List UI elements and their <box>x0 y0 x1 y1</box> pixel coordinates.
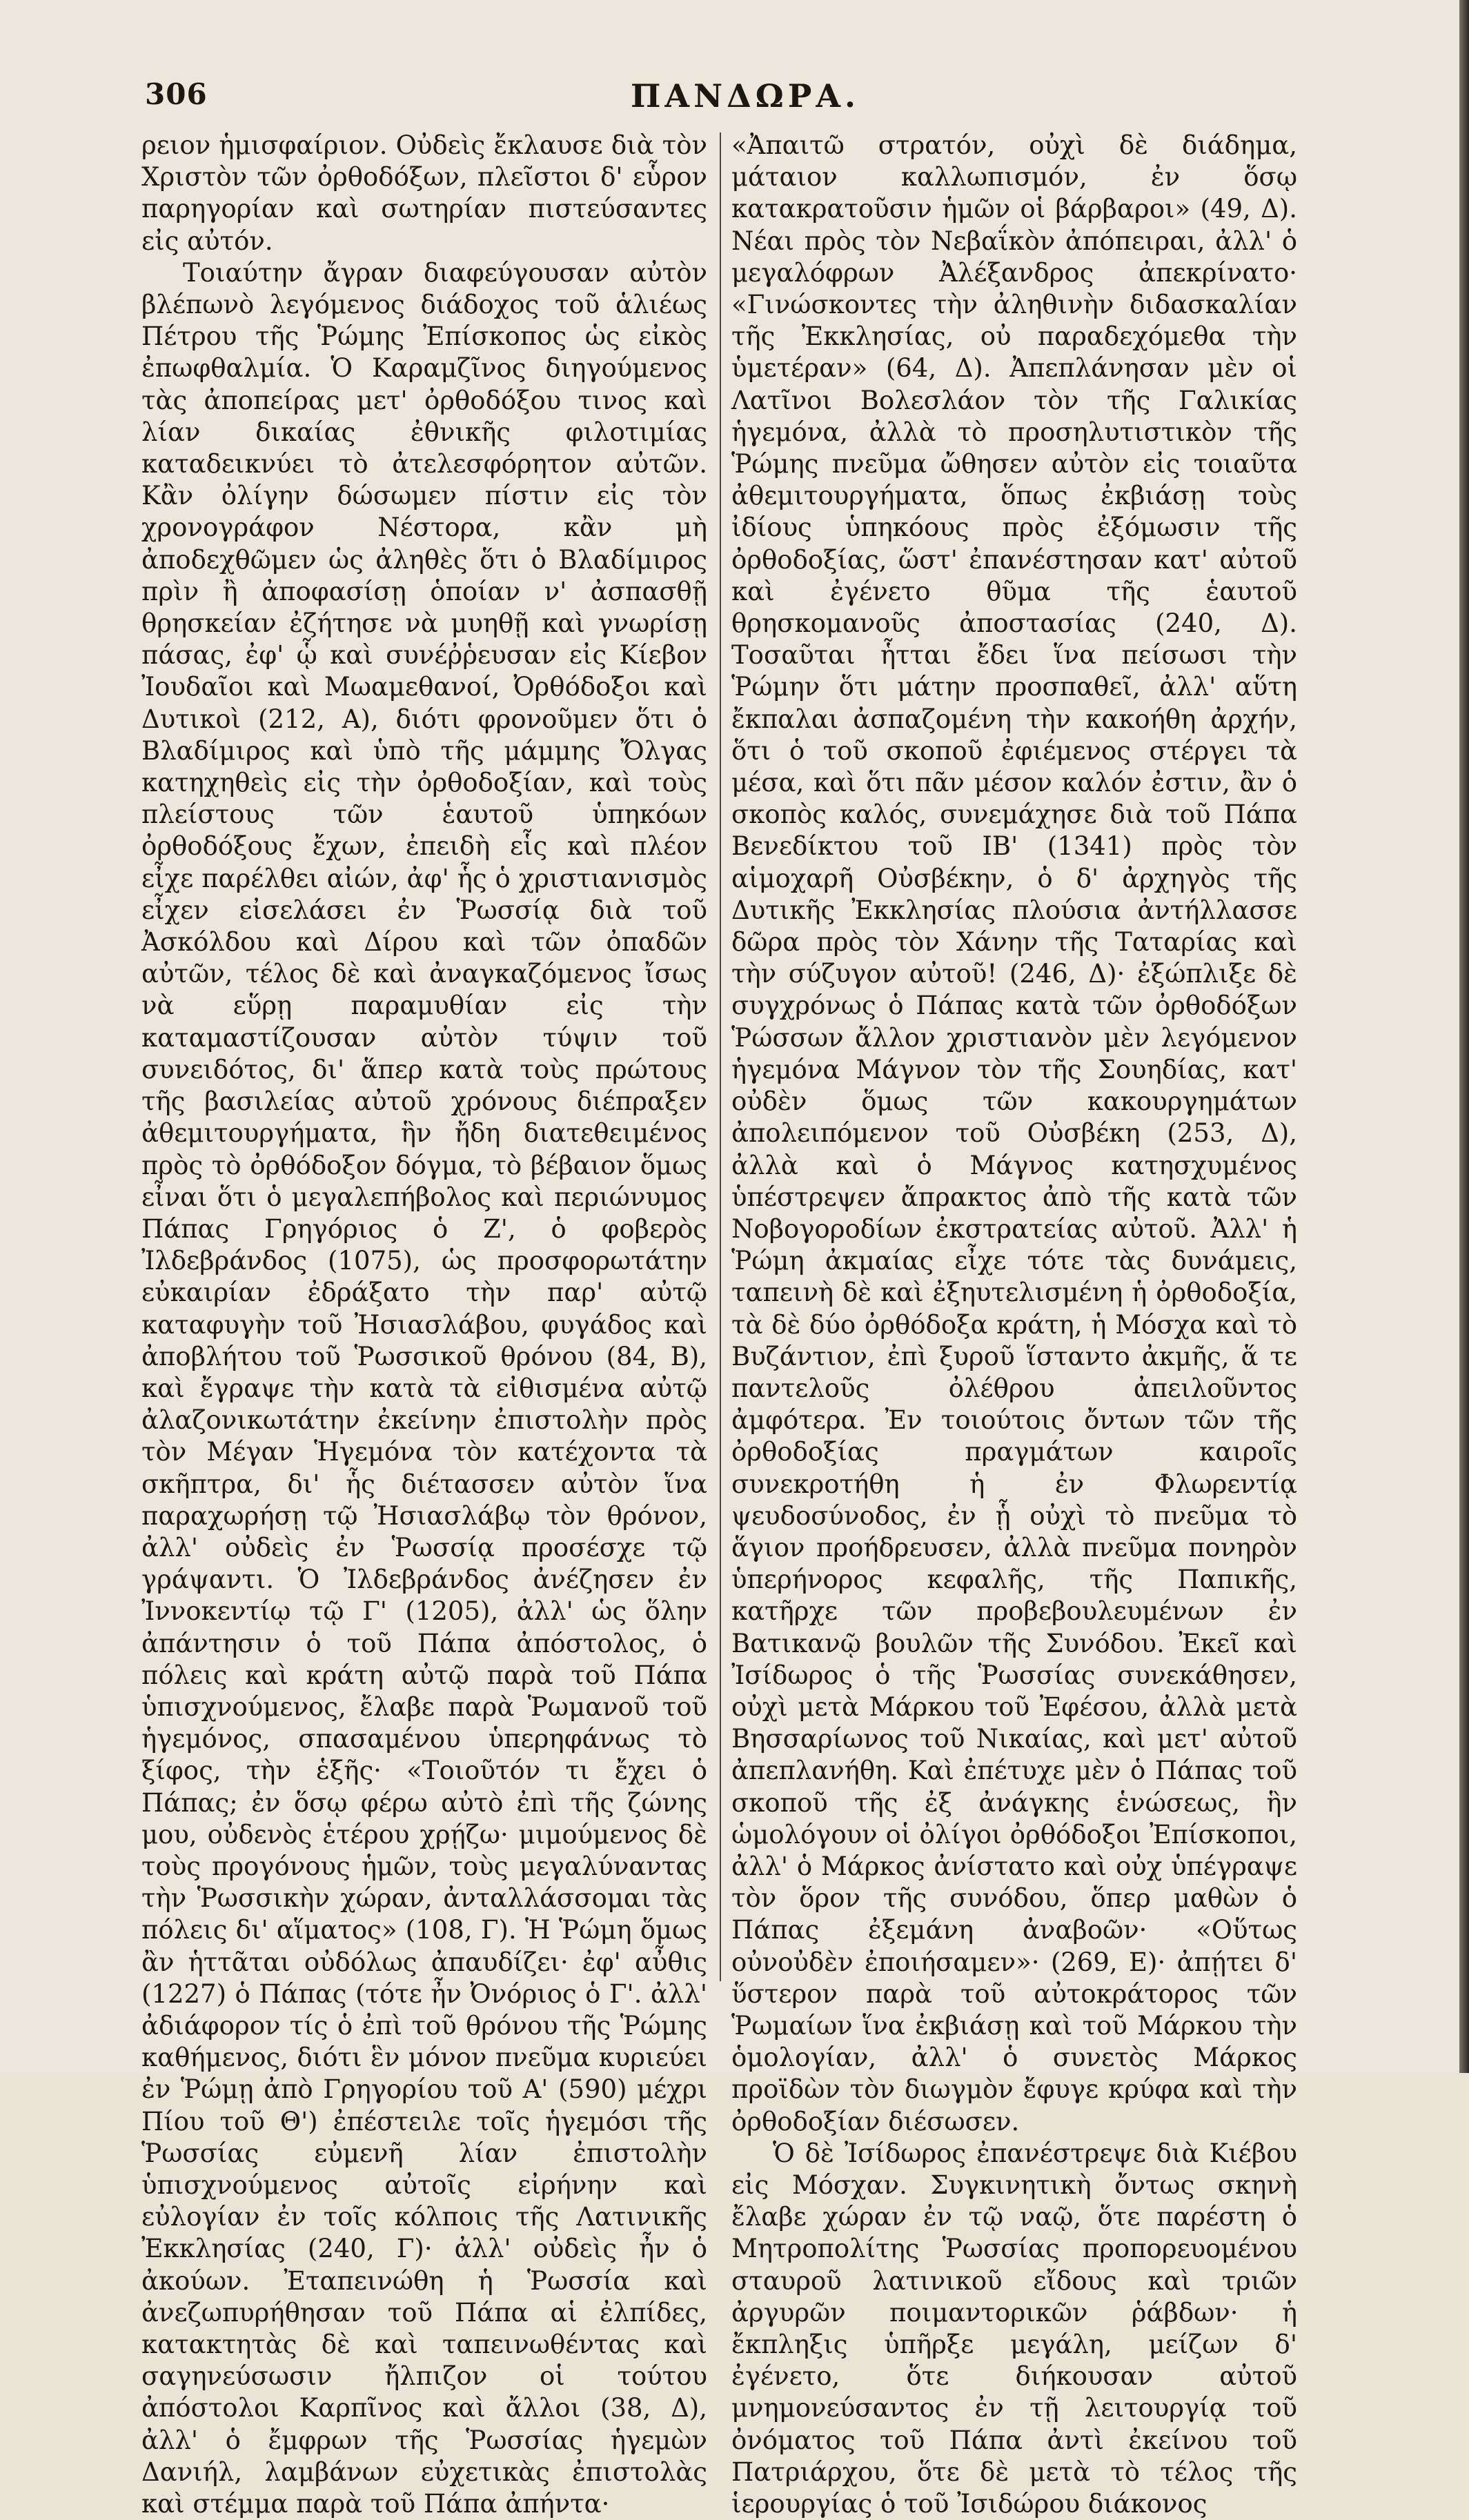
page-number: 306 <box>145 77 208 111</box>
right-column <box>731 130 1297 2520</box>
paragraph: «Ἀπαιτῶ στρατόν, οὐχὶ δὲ διάδημα, μάταιον καλλωπισμόν, ἐν ὅσῳ κατακρατοῦσιν ἡμῶν οἱ βάρβαροι» (49, Δ). Νέαι πρὸς τὸν Νεβαΐκὸν ἀπόπειραι, ἀλλ' ὁ μεγαλόφρων Ἀλέξανδρος ἀπεκρίνατο· «Γινώσκοντες τὴν ἀληθινὴν διδασκαλίαν τῆς Ἐκκλησίας, οὐ παραδεχόμεθα τὴν ὑμετέραν» (64, Δ). Ἀπεπλάνησαν μὲν οἱ Λατῖνοι Βολεσλάον τὸν τῆς Γαλικίας ἡγεμόνα, ἀλλὰ τὸ προσηλυτιστικὸν τῆς Ῥώμης πνεῦμα ὤθησεν αὐτὸν εἰς τοιαῦτα ἀθεμιτουργήματα, ὅπως ἐκβιάσῃ τοὺς ἰδίους ὑπηκόους πρὸς ἐξόμωσιν τῆς ὀρθοδοξίας, ὥστ' ἐπανέστησαν κατ' αὐτοῦ καὶ ἐγένετο θῦμα τῆς ἑαυτοῦ θρησκομανοῦς ἀποστασίας (240, Δ). Τοσαῦται ἧτται ἔδει ἵνα πείσωσι τὴν Ῥώμην ὅτι μάτην προσπαθεῖ, ἀλλ' αὕτη ἔκπαλαι ἀσπαζομένη τὴν κακοήθη ἀρχήν, ὅτι ὁ τοῦ σκοποῦ ἐφιέμενος στέργει τὰ μέσα, καὶ ὅτι πᾶν μέσον καλόν ἐστιν, ἂν ὁ σκοπὸς καλός, συνεμάχησε διὰ τοῦ Πάπα Βενεδίκτου τοῦ ΙΒ' (1341) πρὸς τὸν αἱμοχαρῆ Οὐσβέκην, ὁ δ' ἀρχηγὸς τῆς Δυτικῆς Ἐκκλησίας πλούσια ἀντήλλασσε δῶρα πρὸς τὸν Χάνην τῆς Ταταρίας καὶ τὴν σύζυγον αὐτοῦ! (246, Δ)· ἐξώπλιξε δὲ συγχρόνως ὁ Πάπας κατὰ τῶν ὀρθοδόξων Ῥώσσων ἄλλον χριστιανὸν μὲν λεγόμενον ἡγεμόνα Μάγνον τὸν τῆς Σουηδίας, κατ' οὐδὲν ὅμως τῶν κακουργημάτων ἀπολειπόμενον τοῦ Οὐσβέκη (253, Δ), ἀλλὰ καὶ ὁ Μάγνος κατησχυμένος ὑπέστρεψεν ἄπρακτος ἀπὸ τῆς κατὰ τῶν Νοβογοροδίων ἐκστρατείας αὐτοῦ. Ἀλλ' ἡ Ῥώμη ἀκμαίας εἶχε τότε τὰς δυνάμεις, ταπεινὴ δὲ καὶ ἐξηυτελισμένη ἡ ὀρθοδοξία, τὰ δὲ δύο ὀρθόδοξα κράτη, ἡ Μόσχα καὶ τὸ Βυζάντιον, ἐπὶ ξυροῦ ἵσταντο ἀκμῆς, ἅ τε παντελοῦς ὀλέθρου ἀπειλοῦντος ἀμφότερα. Ἐν τοιούτοις ὄντων τῶν τῆς ὀρθοδοξίας πραγμάτων καιροῖς συνεκροτήθη ἡ ἐν Φλωρεντίᾳ ψευδοσύνοδος, ἐν ᾗ οὐχὶ τὸ πνεῦμα τὸ ἅγιον προήδρευσεν, ἀλλὰ πνεῦμα πονηρὸν ὑπερήνορος κεφαλῆς, τῆς Παπικῆς, κατῆρχε τῶν προβεβουλευμένων ἐν Βατικανῷ βουλῶν τῆς Συνόδου. Ἐκεῖ καὶ Ἰσίδωρος ὁ τῆς Ῥωσσίας συνεκάθησεν, οὐχὶ μετὰ Μάρκου τοῦ Ἐφέσου, ἀλλὰ μετὰ Βησσαρίωνος τοῦ Νικαίας, καὶ μετ' αὐτοῦ ἀπεπλανήθη. Καὶ ἐπέτυχε μὲν ὁ Πάπας τοῦ σκοποῦ τῆς ἐξ ἀνάγκης ἑνώσεως, ἣν ὡμολόγουν οἱ ὀλίγοι ὀρθόδοξοι Ἐπίσκοποι, ἀλλ' ὁ Μάρκος ἀνίστατο καὶ οὐχ ὑπέγραψε τὸν ὅρον τῆς συνόδου, ὅπερ μαθὼν ὁ Πάπας ἐξεμάνη ἀναβοῶν· «Οὕτως οὐνοὐδὲν ἐποιήσαμεν»· (269, Ε)· ἀπῄτει δ' ὕστερον παρὰ τοῦ αὐτοκράτορος τῶν Ῥωμαίων ἵνα ἐκβιάσῃ καὶ τοῦ Μάρκου τὴν ὁμολογίαν, ἀλλ' ὁ συνετὸς Μάρκος προϊδὼν τὸν διωγμὸν ἔφυγε κρύφα καὶ τὴν ὀρθοδοξίαν διέσωσεν. <box>731 130 1297 2136</box>
left-column <box>141 130 707 2520</box>
book-binding-edge <box>1459 0 1469 2073</box>
column-divider <box>720 132 721 1981</box>
paragraph: ρειον ἡμισφαίριον. Οὐδεὶς ἔκλαυσε διὰ τὸν Χριστὸν τῶν ὀρθοδόξων, πλεῖστοι δ' εὗρον παρηγορίαν καὶ σωτηρίαν πιστεύσαντες εἰς αὐτόν. <box>141 130 707 256</box>
running-title: ΠΑΝΔΩΡΑ. <box>630 77 860 115</box>
paragraph: Τοιαύτην ἄγραν διαφεύγουσαν αὐτὸν βλέπωνὸ λεγόμενος διάδοχος τοῦ ἁλιέως Πέτρου τῆς Ῥώμης Ἐπίσκοπος ὡς εἰκὸς ἐπωφθαλμία. Ὁ Καραμζῖνος διηγούμενος τὰς ἀποπείρας μετ' ὀρθοδόξου τινος καὶ λίαν δικαίας ἐθνικῆς φιλοτιμίας καταδεικνύει τὸ ἀτελεσφόρητον αὐτῶν. Κἂν ὀλίγην δώσωμεν πίστιν εἰς τὸν χρονογράφον Νέστορα, κἂν μὴ ἀποδεχθῶμεν ὡς ἀληθὲς ὅτι ὁ Βλαδίμιρος πρὶν ἢ ἀποφασίσῃ ὁποίαν ν' ἀσπασθῇ θρησκείαν ἐζήτησε νὰ μυηθῇ καὶ γνωρίσῃ πάσας, ἐφ' ᾧ καὶ συνέῤῥευσαν εἰς Κίεβον Ἰουδαῖοι καὶ Μωαμεθανοί, Ὀρθόδοξοι καὶ Δυτικοὶ (212, Α), διότι φρονοῦμεν ὅτι ὁ Βλαδίμιρος καὶ ὑπὸ τῆς μάμμης Ὄλγας κατηχηθεὶς εἰς τὴν ὀρθοδοξίαν, καὶ τοὺς πλείστους τῶν ἑαυτοῦ ὑπηκόων ὀρθοδόξους ἔχων, ἐπειδὴ εἷς καὶ πλέον εἶχε παρέλθει αἰών, ἀφ' ἧς ὁ χριστιανισμὸς εἶχεν εἰσελάσει ἐν Ῥωσσίᾳ διὰ τοῦ Ἀσκόλδου καὶ Δίρου καὶ τῶν ὀπαδῶν αὐτῶν, τέλος δὲ καὶ ἀναγκαζόμενος ἴσως νὰ εὕρῃ παραμυθίαν εἰς τὴν καταμαστίζουσαν αὐτὸν τύψιν τοῦ συνειδότος, δι' ἅπερ κατὰ τοὺς πρώτους τῆς βασιλείας αὐτοῦ χρόνους διέπραξεν ἀθεμιτουργήματα, ἣν ἤδη διατεθειμένος πρὸς τὸ ὀρθόδοξον δόγμα, τὸ βέβαιον ὅμως εἶναι ὅτι ὁ μεγαλεπήβολος καὶ περιώνυμος Πάπας Γρηγόριος ὁ Ζ', ὁ φοβερὸς Ἰλδεβράνδος (1075), ὡς προσφορωτάτην εὐκαιρίαν ἐδράξατο τὴν παρ' αὐτῷ καταφυγὴν τοῦ Ἠσιασλάβου, φυγάδος καὶ ἀποβλήτου τοῦ Ῥωσσικοῦ θρόνου (84, Β), καὶ ἔγραψε τὴν κατὰ τὰ εἰθισμένα αὐτῷ ἀλαζονικωτάτην ἐκείνην ἐπιστολὴν πρὸς τὸν Μέγαν Ἡγεμόνα τὸν κατέχοντα τὰ σκῆπτρα, δι' ἧς διέτασσεν αὐτὸν ἵνα παραχωρήσῃ τῷ Ἠσιασλάβῳ τὸν θρόνον, ἀλλ' οὐδεὶς ἐν Ῥωσσίᾳ προσέσχε τῷ γράψαντι. Ὁ Ἰλδεβράνδος ἀνέζησεν ἐν Ἰννοκεντίῳ τῷ Γ' (1205), ἀλλ' ὡς ὅλην ἀπάντησιν ὁ τοῦ Πάπα ἀπόστολος, ὁ πόλεις καὶ κράτη αὐτῷ παρὰ τοῦ Πάπα ὑπισχνούμενος, ἔλαβε παρὰ Ῥωμανοῦ τοῦ ἡγεμόνος, σπασαμένου ὑπερηφάνως τὸ ξίφος, τὴν ἑξῆς· «Τοιοῦτόν τι ἔχει ὁ Πάπας; ἐν ὅσῳ φέρω αὐτὸ ἐπὶ τῆς ζώνης μου, οὐδενὸς ἑτέρου χρῄζω· μιμούμενος δὲ τοὺς προγόνους ἡμῶν, τοὺς μεγαλύναντας τὴν Ῥωσσικὴν χώραν, ἀνταλλάσσομαι τὰς πόλεις δι' αἵματος» (108, Γ). Ἡ Ῥώμη ὅμως ἂν ἡττᾶται οὐδόλως ἀπαυδίζει· ἐφ' αὖθις (1227) ὁ Πάπας (τότε ἦν Ὀνόριος ὁ Γ'. ἀλλ' ἀδιάφορον τίς ὁ ἐπὶ τοῦ θρόνου τῆς Ῥώμης καθήμενος, διότι ἓν μόνον πνεῦμα κυριεύει ἐν Ῥώμῃ ἀπὸ Γρηγορίου τοῦ Α' (590) μέχρι Πίου τοῦ Θ') ἐπέστειλε τοῖς ἡγεμόσι τῆς Ῥωσσίας εὐμενῆ λίαν ἐπιστολὴν ὑπισχνούμενος αὐτοῖς εἰρήνην καὶ εὐλογίαν ἐν τοῖς κόλποις τῆς Λατινικῆς Ἐκκλησίας (240, Γ)· ἀλλ' οὐδεὶς ἦν ὁ ἀκούων. Ἐταπεινώθη ἡ Ῥωσσία καὶ ἀνεζωπυρήθησαν τοῦ Πάπα αἱ ἐλπίδες, κατακτητὰς δὲ καὶ ταπεινωθέντας καὶ σαγηνεύσωσιν ἤλπιζον οἱ τούτου ἀπόστολοι Καρπῖνος καὶ ἄλλοι (38, Δ), ἀλλ' ὁ ἔμφρων τῆς Ῥωσσίας ἡγεμὼν Δανιήλ, λαμβάνων εὐχετικὰς ἐπιστολὰς καὶ στέμμα παρὰ τοῦ Πάπα ἀπήντα· <box>141 257 707 2519</box>
page-header <box>138 77 1352 126</box>
paragraph: Ὁ δὲ Ἰσίδωρος ἐπανέστρεψε διὰ Κιέβου εἰς Μόσχαν. Συγκινητικὴ ὄντως σκηνὴ ἔλαβε χώραν ἐν τῷ ναῷ, ὅτε παρέστη ὁ Μητροπολίτης Ῥωσσίας προπορευομένου σταυροῦ λατινικοῦ εἴδους καὶ τριῶν ἀργυρῶν ποιμαντορικῶν ῥάβδων· ἡ ἔκπληξις ὑπῆρξε μεγάλη, μείζων δ' ἐγένετο, ὅτε διήκουσαν αὐτοῦ μνημονεύσαντος ἐν τῇ λειτουργίᾳ τοῦ ὀνόματος τοῦ Πάπα ἀντὶ ἐκείνου τοῦ Πατριάρχου, ὅτε δὲ μετὰ τὸ τέλος τῆς ἱερουργίας ὁ τοῦ Ἰσιδώρου διάκονος <box>731 2138 1297 2519</box>
